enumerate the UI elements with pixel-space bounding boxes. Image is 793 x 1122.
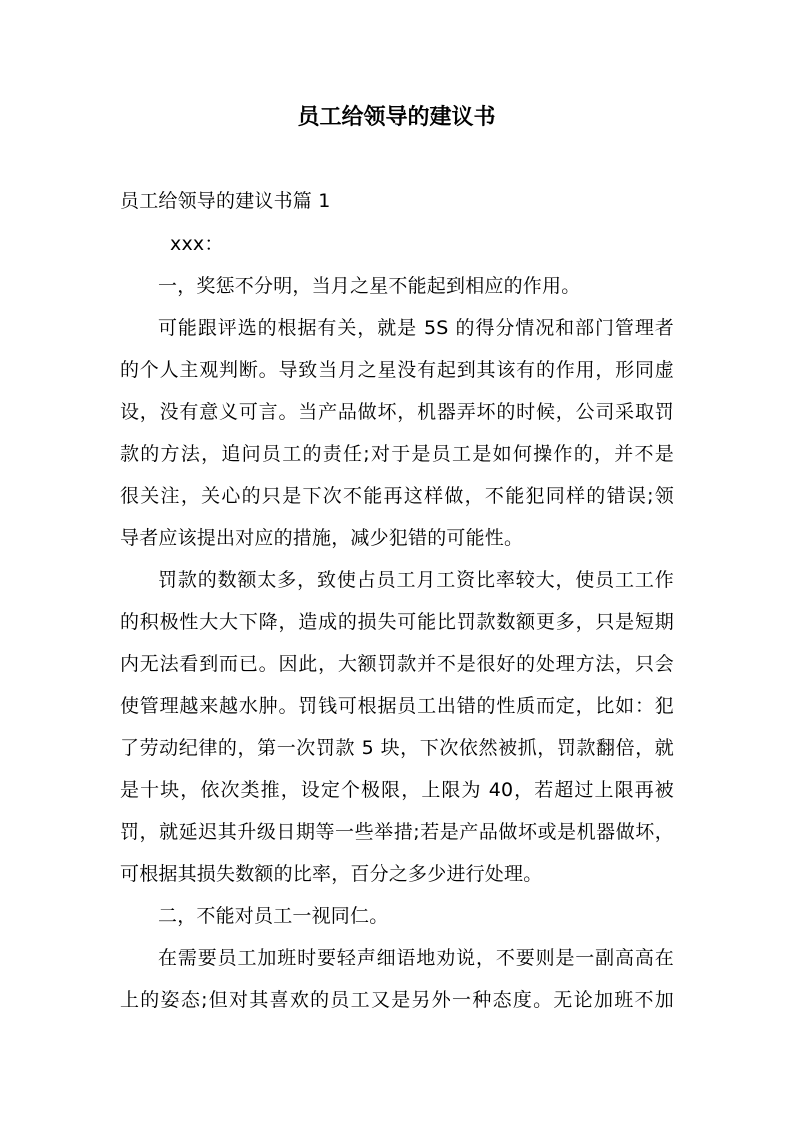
paragraph-line: 可根据其损失数额的比率，百分之多少进行处理。 [120,863,543,885]
paragraph-line: 在需要员工加班时要轻声细语地劝说，不要则是一副高高在 [158,947,674,969]
section-heading: 员工给领导的建议书篇 1 [120,190,331,212]
paragraph-line: 上的姿态;但对其喜欢的员工又是另外一种态度。无论加班不加 [120,989,674,1011]
paragraph-line: 了劳动纪律的，第一次罚款 5 块，下次依然被抓，罚款翻倍，就 [120,737,674,759]
paragraph-line: 设，没有意义可言。当产品做坏，机器弄坏的时候，公司采取罚 [120,401,674,423]
salutation: xxx： [170,233,224,255]
paragraph-line: 的个人主观判断。导致当月之星没有起到其该有的作用，形同虚 [120,359,674,381]
paragraph-line: 款的方法，追问员工的责任;对于是员工是如何操作的，并不是 [120,443,674,465]
paragraph-line: 罚款的数额太多，致使占员工月工资比率较大，使员工工作 [158,569,674,591]
document-title: 员工给领导的建议书 [297,105,496,130]
paragraph-line: 很关注，关心的只是下次不能再这样做，不能犯同样的错误;领 [120,485,674,507]
paragraph-line: 可能跟评选的根据有关，就是 5S 的得分情况和部门管理者 [158,317,674,339]
paragraph-line: 导者应该提出对应的措施，减少犯错的可能性。 [120,527,524,549]
paragraph-line: 的积极性大大下降，造成的损失可能比罚款数额更多，只是短期 [120,611,674,633]
paragraph-line: 罚，就延迟其升级日期等一些举措;若是产品做坏或是机器做坏， [120,821,674,843]
paragraph-line: 使管理越来越水肿。罚钱可根据员工出错的性质而定，比如：犯 [120,695,674,717]
paragraph-line: 内无法看到而已。因此，大额罚款并不是很好的处理方法，只会 [120,653,674,675]
paragraph-line: 是十块，依次类推，设定个极限，上限为 40，若超过上限再被 [120,779,674,801]
point-two-heading: 二，不能对员工一视同仁。 [158,905,389,927]
point-one-heading: 一，奖惩不分明，当月之星不能起到相应的作用。 [158,275,581,297]
